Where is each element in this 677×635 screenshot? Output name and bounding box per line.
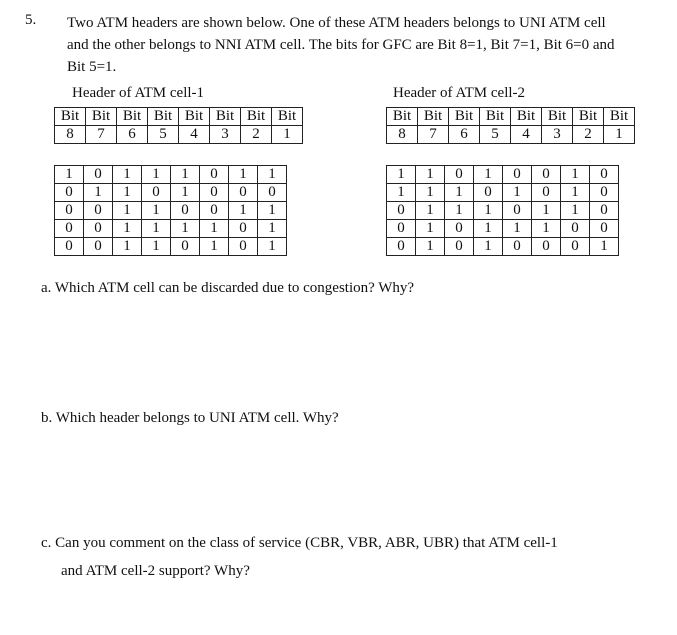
- bit-label: Bit: [418, 108, 449, 126]
- bit-number-row: [55, 126, 303, 144]
- bit-cell: 0: [200, 202, 229, 220]
- cell2-bit-label-table: [386, 107, 635, 144]
- bit-cell: 1: [171, 166, 200, 184]
- bit-cell: 1: [445, 202, 474, 220]
- bit-cell: 0: [55, 184, 84, 202]
- bit-label: Bit: [573, 108, 604, 126]
- bit-cell: 1: [561, 184, 590, 202]
- bit-cell: 0: [445, 166, 474, 184]
- header-row: [387, 238, 619, 256]
- bit-cell: 1: [171, 184, 200, 202]
- bit-cell: 0: [503, 166, 532, 184]
- bit-number: 6: [449, 126, 480, 144]
- bit-label: Bit: [86, 108, 117, 126]
- bit-cell: 1: [561, 202, 590, 220]
- bit-cell: 1: [561, 166, 590, 184]
- bit-number: 4: [511, 126, 542, 144]
- bit-cell: 1: [113, 238, 142, 256]
- bit-label: Bit: [604, 108, 635, 126]
- bit-number: 3: [542, 126, 573, 144]
- bit-cell: 1: [474, 166, 503, 184]
- bit-label: Bit: [449, 108, 480, 126]
- bit-cell: 0: [561, 238, 590, 256]
- bit-label: Bit: [511, 108, 542, 126]
- bit-cell: 1: [258, 220, 287, 238]
- bit-number: 5: [148, 126, 179, 144]
- bit-cell: 0: [590, 220, 619, 238]
- header-row: [387, 166, 619, 184]
- intro-line-3: Bit 5=1.: [67, 59, 117, 75]
- bit-cell: 1: [416, 220, 445, 238]
- bit-label: Bit: [179, 108, 210, 126]
- bit-cell: 1: [590, 238, 619, 256]
- bit-label: Bit: [241, 108, 272, 126]
- bit-cell: 1: [84, 184, 113, 202]
- intro-line-2: and the other belongs to NNI ATM cell. The bits for GFC are Bit 8=1, Bit 7=1, Bit 6=0 and: [67, 37, 615, 53]
- bit-cell: 0: [503, 202, 532, 220]
- bit-word-row: [55, 108, 303, 126]
- bit-number: 8: [55, 126, 86, 144]
- bit-number: 3: [210, 126, 241, 144]
- bit-cell: 0: [532, 166, 561, 184]
- bit-cell: 0: [387, 238, 416, 256]
- bit-number: 5: [480, 126, 511, 144]
- cell1-caption: Header of ATM cell-1: [72, 85, 205, 101]
- intro-line-1: Two ATM headers are shown below. One of these ATM headers belongs to UNI ATM cell: [67, 15, 606, 31]
- bit-cell: 0: [229, 184, 258, 202]
- bit-cell: 1: [258, 166, 287, 184]
- header-row: [55, 202, 287, 220]
- header-row: [387, 202, 619, 220]
- bit-cell: 1: [387, 166, 416, 184]
- bit-cell: 1: [416, 238, 445, 256]
- bit-cell: 1: [200, 220, 229, 238]
- cell1-header-bits: [54, 165, 287, 256]
- bit-cell: 1: [142, 166, 171, 184]
- cell2-header-bits: [386, 165, 619, 256]
- bit-cell: 0: [590, 202, 619, 220]
- question-number: 5.: [25, 12, 37, 28]
- bit-number: 1: [604, 126, 635, 144]
- header-row: [55, 184, 287, 202]
- sub-question-c-line-2: and ATM cell-2 support? Why?: [61, 563, 250, 579]
- bit-cell: 0: [503, 238, 532, 256]
- bit-cell: 0: [258, 184, 287, 202]
- bit-cell: 1: [503, 184, 532, 202]
- bit-number: 6: [117, 126, 148, 144]
- bit-cell: 0: [590, 166, 619, 184]
- bit-cell: 0: [142, 184, 171, 202]
- bit-cell: 1: [387, 184, 416, 202]
- sub-question-a: a. Which ATM cell can be discarded due to congestion? Why?: [41, 280, 415, 296]
- cell2-caption: Header of ATM cell-2: [393, 85, 526, 101]
- bit-cell: 0: [84, 238, 113, 256]
- bit-cell: 1: [229, 202, 258, 220]
- bit-label: Bit: [387, 108, 418, 126]
- bit-cell: 0: [84, 202, 113, 220]
- bit-label: Bit: [542, 108, 573, 126]
- bit-word-row: [387, 108, 635, 126]
- bit-number: 2: [241, 126, 272, 144]
- bit-cell: 0: [532, 184, 561, 202]
- bit-number: 4: [179, 126, 210, 144]
- bit-cell: 1: [503, 220, 532, 238]
- bit-label: Bit: [148, 108, 179, 126]
- bit-cell: 1: [171, 220, 200, 238]
- bit-cell: 1: [532, 220, 561, 238]
- bit-cell: 1: [55, 166, 84, 184]
- bit-cell: 1: [142, 220, 171, 238]
- bit-cell: 0: [55, 238, 84, 256]
- bit-cell: 1: [142, 202, 171, 220]
- bit-cell: 0: [200, 184, 229, 202]
- bit-cell: 1: [200, 238, 229, 256]
- bit-cell: 1: [113, 220, 142, 238]
- bit-label: Bit: [117, 108, 148, 126]
- bit-cell: 0: [229, 238, 258, 256]
- cell1-bit-label-table: [54, 107, 303, 144]
- bit-cell: 0: [84, 166, 113, 184]
- sub-question-c-line-1: c. Can you comment on the class of service (CBR, VBR, ABR, UBR) that ATM cell-1: [41, 535, 558, 551]
- bit-cell: 1: [416, 184, 445, 202]
- bit-cell: 1: [113, 184, 142, 202]
- header-row: [55, 238, 287, 256]
- header-row: [387, 220, 619, 238]
- bit-cell: 0: [445, 220, 474, 238]
- bit-cell: 1: [258, 202, 287, 220]
- bit-cell: 0: [55, 202, 84, 220]
- bit-cell: 1: [532, 202, 561, 220]
- bit-cell: 1: [258, 238, 287, 256]
- bit-cell: 1: [445, 184, 474, 202]
- bit-cell: 0: [84, 220, 113, 238]
- bit-cell: 0: [532, 238, 561, 256]
- bit-cell: 0: [55, 220, 84, 238]
- bit-cell: 1: [416, 202, 445, 220]
- bit-cell: 0: [171, 238, 200, 256]
- bit-cell: 1: [474, 202, 503, 220]
- bit-cell: 0: [387, 202, 416, 220]
- bit-number: 2: [573, 126, 604, 144]
- bit-number-row: [387, 126, 635, 144]
- bit-cell: 0: [445, 238, 474, 256]
- bit-cell: 1: [113, 166, 142, 184]
- bit-number: 8: [387, 126, 418, 144]
- bit-label: Bit: [210, 108, 241, 126]
- bit-cell: 1: [113, 202, 142, 220]
- bit-label: Bit: [55, 108, 86, 126]
- bit-cell: 0: [387, 220, 416, 238]
- bit-number: 1: [272, 126, 303, 144]
- header-row: [55, 220, 287, 238]
- header-row: [55, 166, 287, 184]
- bit-cell: 0: [590, 184, 619, 202]
- bit-cell: 1: [416, 166, 445, 184]
- bit-cell: 1: [474, 220, 503, 238]
- bit-label: Bit: [480, 108, 511, 126]
- sub-question-c: [41, 529, 558, 585]
- sub-question-b: b. Which header belongs to UNI ATM cell. Why?: [41, 410, 339, 426]
- bit-cell: 1: [229, 166, 258, 184]
- bit-cell: 0: [229, 220, 258, 238]
- bit-number: 7: [418, 126, 449, 144]
- header-row: [387, 184, 619, 202]
- bit-number: 7: [86, 126, 117, 144]
- bit-cell: 0: [171, 202, 200, 220]
- bit-cell: 1: [142, 238, 171, 256]
- bit-label: Bit: [272, 108, 303, 126]
- bit-cell: 1: [474, 238, 503, 256]
- bit-cell: 0: [474, 184, 503, 202]
- bit-cell: 0: [561, 220, 590, 238]
- bit-cell: 0: [200, 166, 229, 184]
- question-intro: [67, 12, 668, 78]
